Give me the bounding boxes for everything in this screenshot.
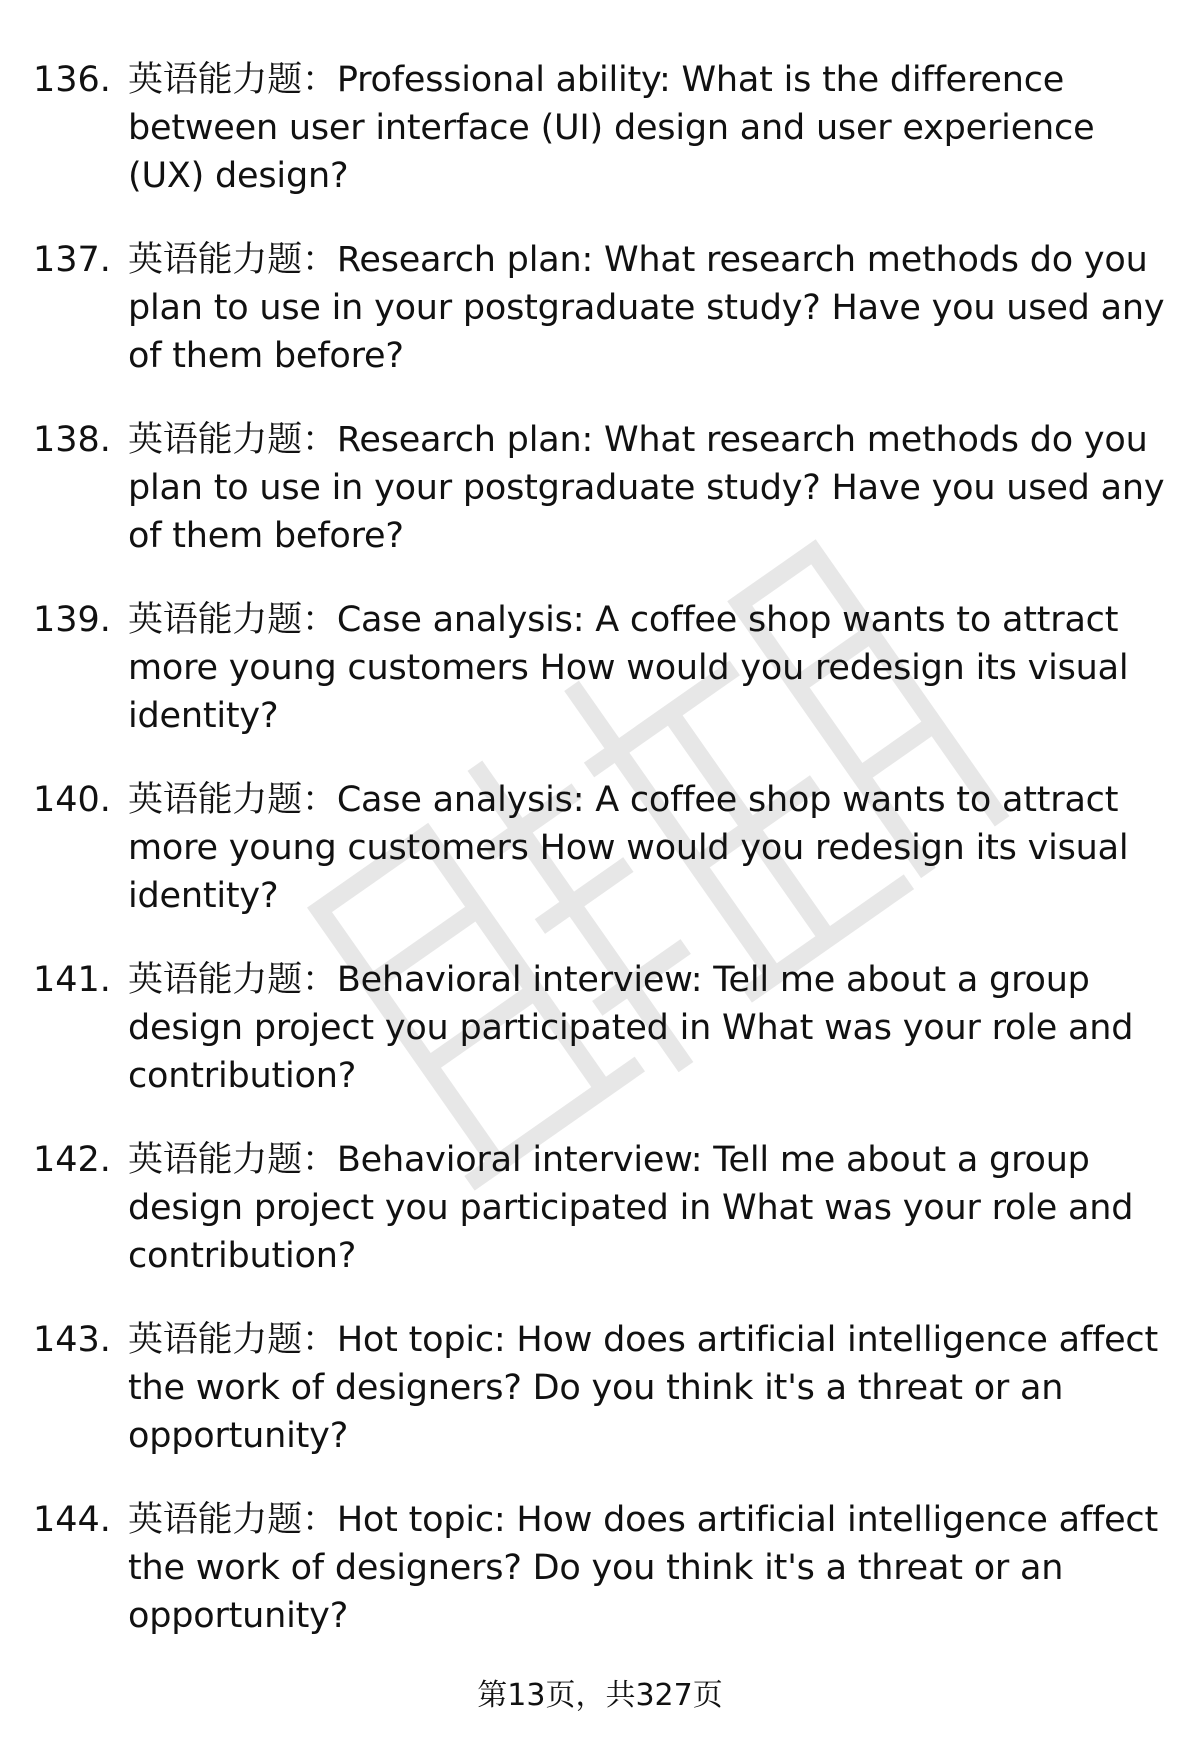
question-body: Behavioral interview: Tell me about a group design project you participated in What was your role and contribution? — [128, 1140, 1134, 1276]
question-item — [0, 596, 1200, 776]
question-body: Behavioral interview: Tell me about a group design project you participated in What was your role and contribution? — [128, 960, 1134, 1096]
page-footer: 第13页，共327页 — [477, 1678, 723, 1713]
question-text — [128, 416, 1168, 560]
question-body: Case analysis: A coffee shop wants to attract more young customers How would you redesign its visual identity? — [128, 780, 1129, 916]
question-text — [128, 236, 1168, 380]
question-item — [0, 1136, 1200, 1316]
question-number: 137. — [33, 240, 111, 280]
question-item — [0, 956, 1200, 1136]
question-text — [128, 1136, 1168, 1280]
question-prefix: 英语能力题： — [128, 420, 337, 460]
question-number: 141. — [33, 960, 111, 1000]
question-item — [0, 1496, 1200, 1676]
question-number: 144. — [33, 1500, 111, 1540]
question-body: Hot topic: How does artificial intelligence affect the work of designers? Do you think it's a threat or an opportunity? — [128, 1320, 1158, 1456]
question-body: Hot topic: How does artificial intelligence affect the work of designers? Do you think it's a threat or an opportunity? — [128, 1500, 1158, 1636]
question-prefix: 英语能力题： — [128, 960, 337, 1000]
question-number: 138. — [33, 420, 111, 460]
question-text — [128, 1496, 1168, 1640]
question-text — [128, 56, 1168, 200]
question-prefix: 英语能力题： — [128, 780, 337, 820]
question-prefix: 英语能力题： — [128, 240, 337, 280]
question-prefix: 英语能力题： — [128, 600, 337, 640]
question-list — [0, 56, 1200, 1676]
question-text — [128, 596, 1168, 740]
question-prefix: 英语能力题： — [128, 60, 337, 100]
question-body: Research plan: What research methods do you plan to use in your postgraduate study? Have you used any of them before? — [128, 240, 1165, 376]
question-text — [128, 956, 1168, 1100]
question-body: Professional ability: What is the difference between user interface (UI) design and user experience (UX) design? — [128, 60, 1095, 196]
question-item — [0, 56, 1200, 236]
question-item — [0, 1316, 1200, 1496]
question-text — [128, 776, 1168, 920]
question-body: Research plan: What research methods do you plan to use in your postgraduate study? Have you used any of them before? — [128, 420, 1165, 556]
question-number: 143. — [33, 1320, 111, 1360]
question-body: Case analysis: A coffee shop wants to attract more young customers How would you redesign its visual identity? — [128, 600, 1129, 736]
question-number: 142. — [33, 1140, 111, 1180]
question-number: 139. — [33, 600, 111, 640]
question-item — [0, 776, 1200, 956]
question-prefix: 英语能力题： — [128, 1140, 337, 1180]
question-number: 136. — [33, 60, 111, 100]
question-item — [0, 416, 1200, 596]
question-text — [128, 1316, 1168, 1460]
question-prefix: 英语能力题： — [128, 1500, 337, 1540]
question-number: 140. — [33, 780, 111, 820]
question-item — [0, 236, 1200, 416]
question-prefix: 英语能力题： — [128, 1320, 337, 1360]
